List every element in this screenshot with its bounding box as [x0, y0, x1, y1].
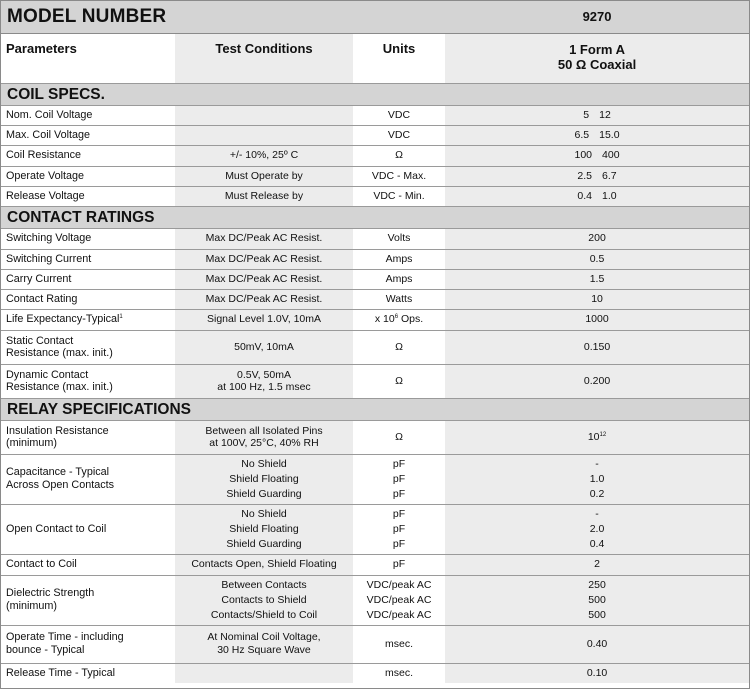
unit-cell: Watts: [353, 289, 445, 309]
unit-cell: VDC: [353, 125, 445, 145]
unit-cell: msec.: [353, 663, 445, 683]
condition-line: Shield Guarding: [226, 487, 302, 500]
value-line: -: [595, 507, 599, 520]
condition-cell: Signal Level 1.0V, 10mA: [175, 309, 353, 330]
value-line: 500: [588, 593, 606, 606]
footnote-mark: 1: [119, 314, 123, 320]
condition-cell: [175, 454, 353, 504]
param-text: Life Expectancy-Typical: [6, 313, 120, 325]
table-row: [1, 454, 749, 504]
header-form-line1: 1 Form A: [569, 41, 625, 57]
value-cell: [445, 454, 749, 504]
param-cell: [1, 454, 175, 504]
condition-line: Shield Floating: [229, 522, 299, 535]
model-number-value: 9270: [445, 1, 749, 33]
param-cell: Operate Voltage: [1, 166, 175, 186]
table-row: [1, 663, 749, 683]
value-line: 2.0: [589, 522, 605, 535]
value-cell: 0.10: [445, 663, 749, 683]
section-relay-specifications: [1, 398, 749, 420]
unit-cell: Amps: [353, 269, 445, 289]
param-cell: Switching Current: [1, 249, 175, 269]
value-a: 5: [583, 108, 590, 121]
unit-cell: msec.: [353, 625, 445, 663]
value-cell: 200: [445, 228, 749, 249]
value-b: 12: [599, 108, 611, 121]
unit-cell: pF: [353, 554, 445, 575]
table-row: [1, 269, 749, 289]
condition-cell: [175, 504, 353, 554]
param-cell: Release Time - Typical: [1, 663, 175, 683]
section-title: RELAY SPECIFICATIONS: [1, 398, 749, 420]
param-line: (minimum): [6, 437, 57, 449]
section-title: CONTACT RATINGS: [1, 206, 749, 228]
value-cell: [445, 186, 749, 206]
param-cell: [1, 309, 175, 330]
condition-cell: Max DC/Peak AC Resist.: [175, 269, 353, 289]
param-line: Resistance (max. init.): [6, 347, 113, 359]
unit-cell: Ω: [353, 420, 445, 454]
table-row: [1, 105, 749, 125]
condition-cell: [175, 125, 353, 145]
param-line: Dynamic Contact: [6, 369, 89, 381]
param-cell: Switching Voltage: [1, 228, 175, 249]
value-cell: 1000: [445, 309, 749, 330]
value-cell: 0.200: [445, 364, 749, 398]
value-line: 1.0: [589, 472, 605, 485]
unit-cell: [353, 454, 445, 504]
unit-cell: [353, 309, 445, 330]
param-cell: Carry Current: [1, 269, 175, 289]
param-line: Dielectric Strength: [6, 587, 95, 599]
table-row: [1, 575, 749, 625]
spec-table: [1, 1, 749, 683]
unit-cell: Volts: [353, 228, 445, 249]
section-coil-specs: [1, 83, 749, 105]
value-b: 1.0: [602, 189, 617, 202]
value-cell: 10: [445, 289, 749, 309]
header-form-line2: 50 Ω Coaxial: [557, 56, 637, 72]
unit-line: pF: [392, 522, 406, 535]
condition-line: Shield Guarding: [226, 537, 302, 550]
header-parameters: Parameters: [1, 33, 175, 83]
value-cell: [445, 166, 749, 186]
param-line: Across Open Contacts: [6, 479, 115, 491]
condition-cell: [175, 663, 353, 683]
unit-cell: VDC - Max.: [353, 166, 445, 186]
condition-line: Contacts to Shield: [221, 593, 307, 606]
table-row: [1, 420, 749, 454]
param-line: (minimum): [6, 600, 57, 612]
condition-line: at 100 Hz, 1.5 msec: [217, 381, 311, 393]
table-row: [1, 145, 749, 166]
condition-line: at 100V, 25°C, 40% RH: [209, 437, 319, 449]
param-line: Operate Time - including: [6, 631, 124, 643]
value-b: 400: [602, 149, 620, 161]
column-header-row: [1, 33, 749, 83]
value-cell: [445, 145, 749, 166]
param-cell: Release Voltage: [1, 186, 175, 206]
condition-line: 30 Hz Square Wave: [217, 644, 311, 656]
value-line: 0.4: [589, 537, 605, 550]
param-cell: [1, 575, 175, 625]
condition-cell: [175, 364, 353, 398]
unit-line: pF: [392, 487, 406, 500]
value-line: -: [595, 457, 599, 470]
param-cell: Open Contact to Coil: [1, 504, 175, 554]
unit-line: VDC/peak AC: [366, 608, 432, 621]
condition-line: Contacts/Shield to Coil: [210, 608, 318, 621]
value-a: 100: [574, 149, 593, 161]
value-cell: [445, 420, 749, 454]
value-cell: [445, 125, 749, 145]
condition-cell: +/- 10%, 25º C: [175, 145, 353, 166]
param-cell: [1, 330, 175, 364]
param-line: bounce - Typical: [6, 644, 85, 656]
model-number-label: MODEL NUMBER: [1, 1, 445, 33]
condition-cell: Must Release by: [175, 186, 353, 206]
condition-line: At Nominal Coil Voltage,: [207, 631, 321, 643]
header-units: Units: [353, 33, 445, 83]
condition-cell: [175, 575, 353, 625]
condition-line: 0.5V, 50mA: [237, 369, 291, 381]
value-line: 250: [588, 578, 606, 591]
value-exponent: 12: [599, 431, 607, 438]
value-b: 6.7: [602, 169, 617, 182]
unit-cell: [353, 504, 445, 554]
value-cell: 2: [445, 554, 749, 575]
condition-line: No Shield: [241, 507, 287, 520]
table-row: [1, 554, 749, 575]
unit-exponent: 6: [394, 314, 399, 320]
param-line: Capacitance - Typical: [6, 466, 110, 478]
param-cell: [1, 420, 175, 454]
param-cell: [1, 625, 175, 663]
param-line: Resistance (max. init.): [6, 381, 113, 393]
unit-line: pF: [392, 507, 406, 520]
value-a: 0.4: [577, 189, 593, 202]
unit-base: x 10: [374, 313, 395, 325]
section-title: COIL SPECS.: [1, 83, 749, 105]
value-b: 15.0: [599, 128, 620, 141]
table-row: [1, 504, 749, 554]
value-cell: 1.5: [445, 269, 749, 289]
condition-line: Shield Floating: [229, 472, 299, 485]
condition-cell: 50mV, 10mA: [175, 330, 353, 364]
param-line: Static Contact: [6, 335, 74, 347]
param-cell: [1, 364, 175, 398]
table-row: [1, 186, 749, 206]
model-row: [1, 1, 749, 33]
header-test-conditions: Test Conditions: [175, 33, 353, 83]
condition-cell: [175, 420, 353, 454]
unit-line: pF: [392, 457, 406, 470]
unit-line: pF: [392, 537, 406, 550]
value-cell: [445, 105, 749, 125]
value-line: 0.2: [589, 487, 605, 500]
value-line: 500: [588, 608, 606, 621]
condition-cell: Must Operate by: [175, 166, 353, 186]
header-form: [445, 33, 749, 83]
param-cell: Coil Resistance: [1, 145, 175, 166]
param-cell: Max. Coil Voltage: [1, 125, 175, 145]
value-cell: 0.150: [445, 330, 749, 364]
param-cell: Contact Rating: [1, 289, 175, 309]
param-cell: Nom. Coil Voltage: [1, 105, 175, 125]
unit-tail: Ops.: [398, 313, 424, 325]
table-row: [1, 166, 749, 186]
param-cell: Contact to Coil: [1, 554, 175, 575]
value-cell: 0.5: [445, 249, 749, 269]
table-row: [1, 125, 749, 145]
value-a: 6.5: [574, 128, 590, 141]
unit-cell: VDC: [353, 105, 445, 125]
value-a: 2.5: [577, 169, 593, 182]
param-line: Insulation Resistance: [6, 425, 109, 437]
section-contact-ratings: [1, 206, 749, 228]
table-row: [1, 625, 749, 663]
value-base: 10: [587, 430, 600, 443]
unit-line: VDC/peak AC: [366, 593, 432, 606]
table-row: [1, 228, 749, 249]
condition-line: Between all Isolated Pins: [205, 425, 323, 437]
value-cell: [445, 504, 749, 554]
table-row: [1, 364, 749, 398]
unit-cell: [353, 575, 445, 625]
condition-cell: Contacts Open, Shield Floating: [175, 554, 353, 575]
unit-line: pF: [392, 472, 406, 485]
condition-line: No Shield: [241, 457, 287, 470]
table-row: [1, 249, 749, 269]
table-row: [1, 309, 749, 330]
unit-cell: Amps: [353, 249, 445, 269]
unit-cell: Ω: [353, 330, 445, 364]
unit-line: VDC/peak AC: [366, 578, 432, 591]
condition-cell: [175, 105, 353, 125]
condition-cell: Max DC/Peak AC Resist.: [175, 289, 353, 309]
unit-cell: VDC - Min.: [353, 186, 445, 206]
value-cell: 0.40: [445, 625, 749, 663]
condition-cell: Max DC/Peak AC Resist.: [175, 249, 353, 269]
table-row: [1, 289, 749, 309]
value-cell: [445, 575, 749, 625]
condition-cell: [175, 625, 353, 663]
condition-line: Between Contacts: [221, 578, 307, 591]
table-row: [1, 330, 749, 364]
unit-cell: Ω: [353, 145, 445, 166]
condition-cell: Max DC/Peak AC Resist.: [175, 228, 353, 249]
unit-cell: Ω: [353, 364, 445, 398]
